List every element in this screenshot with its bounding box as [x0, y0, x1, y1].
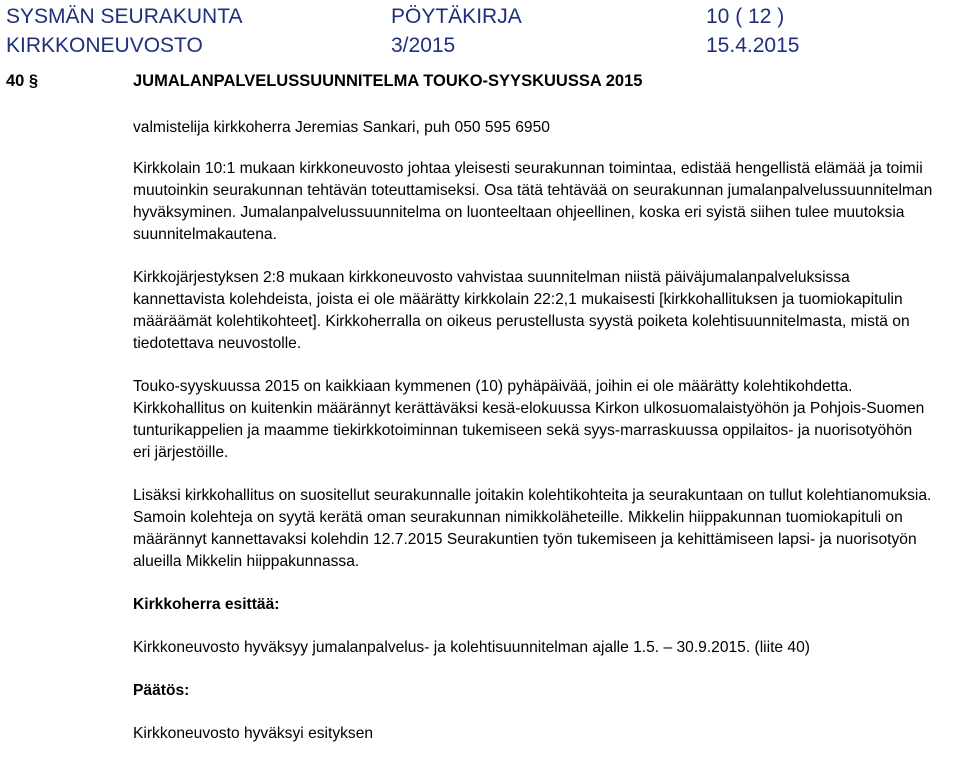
decision-text: Kirkkoneuvosto hyväksyi esityksen	[133, 725, 374, 742]
meeting-date: 15.4.2015	[706, 34, 800, 57]
org-name: SYSMÄN SEURAKUNTA	[6, 5, 243, 28]
section-number: 40 §	[6, 72, 39, 90]
paragraph: Kirkkolain 10:1 mukaan kirkkoneuvosto johtaa yleisesti seurakunnan toimintaa, edistää hengellistä elämää ja toimii muutoinkin seurakunnan tehtävän toteuttamiseksi. Osa tätä tehtävää on seurakunnan jumalanpalvelussuunnitelman hyväksyminen. Jumalanpalvelussuunnitelma on luonteeltaan ohjeellinen, koska eri syistä siihen tulee muutoksia suunnitelmakautena.	[133, 160, 933, 243]
paragraph: Kirkkojärjestyksen 2:8 mukaan kirkkoneuvosto vahvistaa suunnitelman niistä päiväjumalanpalveluksissa kannettavista kolehdeista, joista ei ole määrätty kirkkolain 22:2,1 mukaisesti [kirkkohallituksen ja tuomiokapitulin määräämät kolehtikohteet]. Kirkkoherralla on oikeus perustellusta syystä poiketa kolehtisuunnitelmasta, mistä on tiedotettava neuvostolle.	[133, 269, 910, 352]
section-title: JUMALANPALVELUSSUUNNITELMA TOUKO-SYYSKUUSSA 2015	[133, 72, 643, 90]
proposal-heading: Kirkkoherra esittää:	[133, 596, 280, 613]
decision-heading: Päätös:	[133, 682, 190, 699]
header-row-1	[6, 2, 956, 31]
preparer-line: valmistelija kirkkoherra Jeremias Sankari, puh 050 595 6950	[133, 119, 550, 136]
header-row-2	[6, 31, 956, 60]
document-type: PÖYTÄKIRJA	[391, 5, 522, 28]
meeting-number: 3/2015	[391, 34, 456, 57]
proposal-text: Kirkkoneuvosto hyväksyy jumalanpalvelus- ja kolehtisuunnitelman ajalle 1.5. – 30.9.2015. (liite 40)	[133, 639, 810, 656]
paragraph: Touko-syyskuussa 2015 on kaikkiaan kymmenen (10) pyhäpäivää, joihin ei ole määrätty kolehtikohdetta. Kirkkohallitus on kuitenkin määrännyt kerättäväksi kesä-elokuussa Kirkon ulkosuomalaistyöhön ja Pohjois-Suomen tunturikappelien ja maamme tiekirkkotoiminnan tukemiseen sekä syys-marraskuussa oppilaitos- ja nuorisotyöhön eri järjestöille.	[133, 378, 925, 461]
paragraph: Lisäksi kirkkohallitus on suositellut seurakunnalle joitakin kolehtikohteita ja seurakuntaan on tullut kolehtianomuksia. Samoin kolehteja on syytä kerätä oman seurakunnan nimikkoläheteille. Mikkelin hiippakunnan tuomiokapituli on määrännyt kannettavaksi kolehdin 12.7.2015 Seurakuntien työn tukemiseen ja kehittämiseen lapsi- ja nuorisotyön alueilla Mikkelin hiippakunnassa.	[133, 487, 932, 570]
page-number: 10 ( 12 )	[706, 5, 785, 28]
document-header	[6, 2, 956, 60]
document-body	[133, 117, 933, 766]
body-name: KIRKKONEUVOSTO	[6, 34, 203, 57]
